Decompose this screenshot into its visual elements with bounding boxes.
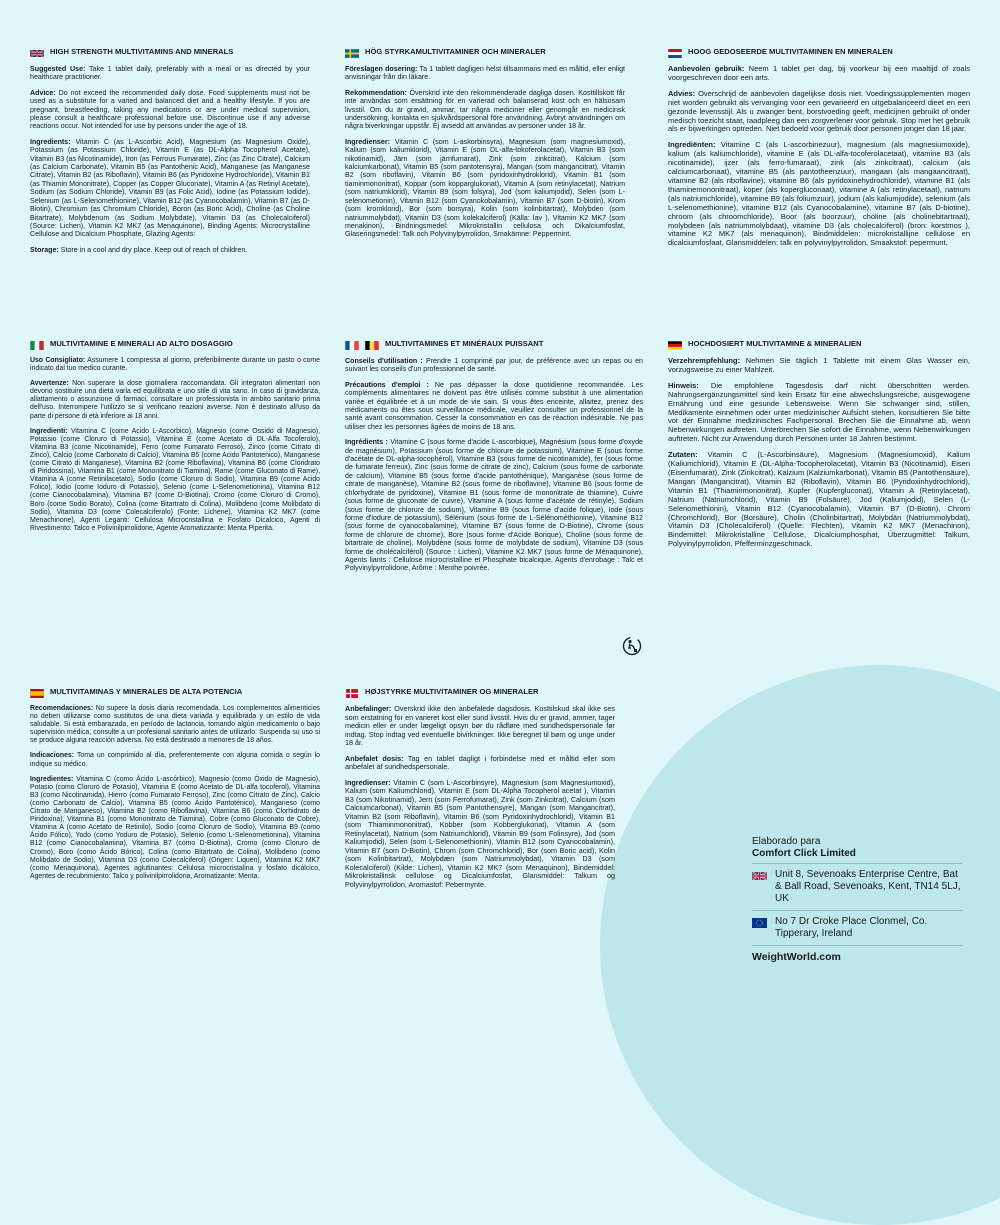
tidyman-icon: [622, 636, 642, 656]
suggested-use: Conseils d'utilisation : Prendre 1 comprimé par jour, de préférence avec un repas ou en suivant les conseils d'un professionnel de santé.: [345, 357, 644, 374]
eu-flag-icon: [752, 918, 767, 927]
uk-flag-icon: [30, 49, 44, 58]
made-for-label: Elaborado para: [752, 836, 821, 847]
section-swedish: [345, 48, 625, 246]
directions: Indicaciones: Toma un comprimido al día, preferentemente con alguna comida o según lo indique su médico.: [30, 752, 320, 768]
italy-flag-icon: [30, 341, 44, 350]
section-danish: [345, 688, 615, 896]
recommended-dose: Anbefalet dosis: Tag en tablet dagligt i forbindelse med et måltid eller som anbefalet af sundhedspersonale.: [345, 753, 615, 771]
sweden-flag-icon: [345, 49, 359, 58]
suggested-use: Verzehrempfehlung: Nehmen Sie täglich 1 Tablette mit einem Glas Wasser ein, vorzugsweise zu einer Mahlzeit.: [668, 356, 970, 374]
spain-flag-icon: [30, 689, 44, 698]
belgium-flag-icon: [365, 341, 379, 350]
section-title: HIGH STRENGTH MULTIVITAMINS AND MINERALS: [50, 47, 234, 56]
france-flag-icon: [345, 341, 359, 350]
section-title: MULTIVITAMINAS Y MINERALES DE ALTA POTENCIA: [50, 687, 243, 696]
uk-address: Unit 8, Sevenoaks Enterprise Centre, Bat & Ball Road, Sevenoaks, Kent, TN14 5LJ, UK: [775, 869, 961, 904]
suggested-use: Föreslagen dosering: Ta 1 tablett dagligen helst tillsammans med en måltid, eller enligt anvisningar från din läkare.: [345, 65, 625, 82]
germany-flag-icon: [668, 341, 682, 350]
section-dutch: [668, 48, 970, 255]
storage: Storage: Store in a cool and dry place. Keep out of reach of children.: [30, 245, 248, 254]
advice: Précautions d'emploi : Ne pas dépasser la dose quotidienne recommandée. Les compléments alimentaires ne doivent pas être utilisés comme substitut à une alimentation variée et équilibrée et à un mode de vie sain. Si vous êtes enceinte, allaitez, prenez des médicaments ou êtes sous surveillance médicale, veuillez consulter un professionnel de la santé avant consommation. Cesser la consommation en cas de réaction indésirable. Ne pas utiliser chez les personnes âgées de moins de 18 ans.: [345, 380, 643, 431]
section-title: MULTIVITAMINES ET MINÉRAUX PUISSANT: [385, 339, 544, 348]
ingredients: Ingrédients : Vitamine C (sous forme d'acide L-ascorbique), Magnésium (sous forme d'oxyde de magnésium), Potassium (sous forme de chlorure de potassium), Vitamine E (sous forme d'acétate de DL-alpha-tocophérol), Vitamine B3 (sous forme de nicotinamide), fer (sous forme de fumarate ferreux), Zinc (sous forme de citrate de zinc), Calcium (sous forme de carbonate de calcium), Vitamine B5 (sous forme d'acide pantothénique), Manganèse (sous forme de citrate de manganèse), Vitamine B2 (sous forme de riboflavine), Vitamine B6 (sous forme de chlorhydrate de pyridoxine), Vitamine B1 (sous forme de mononitrate de thiamine), Cuivre (sous forme de gluconate de cuivre), Vitamine A (sous forme d'acétate de rétinyle), Sodium (sous forme de chlorure de sodium), Vitamine B9 (sous forme d'acide folique), Iode (sous forme d'iodure de potassium), Sélénium (sous forme de L-Sélénométhionine), Vitamine B12 (sous forme de cyanocobalamine), Vitamine B7 (sous forme de D-Biotine), Chrome (sous forme de chlorure de chrome), Bore (sous forme d'Acide Borique), Choline (sous forme de bitartrate de choline), Molybdène (sous forme de molybdate de sodium), Vitamine D3 (sous forme de cholécalciférol) (Source : Lichen), Vitamine K2 MK7 (sous forme de Ménaquinone), Agents liants : Cellulose microcristalline et Phosphate bicalcique, Agents d'enrobage : Talc et Polyvinylpyrrolidone, Arôme : Menthe poivrée.: [345, 438, 643, 573]
section-title: HØJSTYRKE MULTIVITAMINER OG MINERALER: [365, 687, 539, 696]
denmark-flag-icon: [345, 689, 359, 698]
section-title: HOOG GEDOSEERDE MULTIVITAMINEN EN MINERALEN: [688, 47, 893, 56]
advice: Avvertenze: Non superare la dose giornaliera raccomandata. Gli integratori alimentari non devono sostituire una dieta varia ed equilibrata e uno stile di vita sano. In caso di gravidanza, allattamento o assunzione di farmaci, consultare un professionista in ambito sanitario prima dell'uso. Interrompere l'utilizzo se si verificano reazioni avverse. Non è destinato all'uso da parte di persone di età inferiore ai 18 anni.: [30, 380, 320, 420]
section-french: [345, 340, 643, 580]
advice: Advice: Do not exceed the recommended daily dose. Food supplements must not be used as a substitute for a varied and balanced diet and a healthy lifestyle. If you are pregnant, breastfeeding, taking any medications or are under medical supervision, please consult a healthcare professional before use. Discontinue use if any adverse reactions occur. Not intended for use by persons under the age of 18.: [30, 88, 310, 131]
uk-address-row: [752, 864, 962, 911]
ie-address-row: [752, 911, 962, 946]
ingredients: Ingredientes: Vitamina C (como Ácido L-ascórbico), Magnesio (como Óxido de Magnesio), Potasio (como Cloruro de Potasio), Vitamina E (como Acetato de DL-alfa tocoferol), Vitamina B3 (como Nicotinamida), Hierro (como Fumarato Ferroso), Zinc (como Citrato de Zinc), Calcio (como Carbonato de Calcio), Vitamina B5 (como Ácido Pantoténico), Manganeso (como Citrato de Manganeso), Vitamina B2 (como Riboflavina), Vitamina B6 (como Clorhidrato de Piridoxina), Vitamina B1 (como Mononitrato de Tiamina), Cobre (como Gluconato de Cobre), Vitamina A (como Acetato de Retinilo), Sodio (como Cloruro de Sodio), Vitamina B9 (como Ácido Fólico), Yodo (como Yoduro de Potasio), Selenio (como L-Selenometionina), Vitamina B12 (como Cianocobalamina), Vitamina B7 (como D-Biotina), Cromo (como Cloruro de Cromo), Boro (como Ácido Bórico), Colina (como Bitartrato de Colina), Molibdeno (como Molibdato de Sodio), Vitamina D3 (como Colecalciferol) (Origen: Liquen), Vitamina K2 MK7 (como Menaquinona), Agentes aglutinantes: Celulosa microcristalina y fosfato dicálcico, Agentes de recubrimiento: Talco y polivinilpirrolidona, Aromatizante: Menta.: [30, 775, 320, 880]
ingredients: Ingredienser: Vitamin C (som L-Ascorbinsyre), Magnesium (som Magnesiumoxid), Kalium (som Kaliumchlorid), Vitamin E (som DL-Alpha Tocopherol acetat ), Vitamin B3 (som Nikotinamid), Jern (som Ferrofumarat), Zink (som Zinkcitrat), Calcium (som Calciumcarbonat), Vitamin B5 (som Pantothensyre), Mangan (som Mangancitrat), Vitamin B2 (som Riboflavin), Vitamin B6 (som Pyridoxinhydrochlorid), Vitamin B1 (som Thiaminmononitrat), Kobber (som Kobberglukonat), Vitamin A (som Retinylacetat), Natrium (som Natriumchlorid), Vitamin B9 (som Folinsyre), Jod (som Kaliumjodid), Selen (som L-Selenomethionin), Vitamin B12 (som Cyanocobalamin), Vitamin B7 (som D-Biotin), Chrom (som Chromchlorid), Bor (som Boric acid), Kolin (som Kolinbitartrat), Molybdæn (som Natriummolybdat), Vitamin D3 (som Kolecalciferol) (Kilde: Lichen), Vitamin K2 MK7 (som Menaquinon), Bindemiddel: Mikrokristallinsk cellulose og Dicalciumfosfat, Glansmiddel: Talkum og Polyvinylpyrrolidon, Aromastof: Pebermynte.: [345, 777, 615, 889]
suggested-use: Aanbevolen gebruik: Neem 1 tablet per dag, bij voorkeur bij een maaltijd of zoals voorgeschreven door een arts.: [668, 64, 970, 82]
section-title: HOCHDOSIERT MULTIVITAMINE & MINERALIEN: [688, 339, 862, 348]
section-title: HÖG STYRKAMULTIVITAMINER OCH MINERALER: [365, 47, 546, 56]
ie-address: No 7 Dr Croke Place Clonmel, Co. Tipperary, Ireland: [775, 916, 928, 939]
uk-flag-icon: [752, 871, 767, 880]
advice: Advies: Overschrijd de aanbevolen dagelijkse dosis niet. Voedingssupplementen mogen niet worden gebruikt als vervanging voor een gevarieerd en uitgebalanceerd dieet en een gezonde levensstijl. Als u zwanger bent, borstvoeding geeft, medicijnen gebruikt of onder medisch toezicht staat, raadpleeg dan een zorgverlener voor gebruik. Stop met het gebruik als er bijwerkingen optreden. Niet bedoeld voor gebruik door personen jonger dan 18 jaar.: [668, 88, 970, 134]
company-name: Comfort Click Limited: [752, 848, 856, 859]
advice: Rekommendation: Överskrid inte den rekommenderade dagliga dosen. Kosttillskott får inte användas som ersättning för en varierad och balanserad kost och en hälsosam livsstil. Om du är gravid, ammar, tar några mediciner eller genomgår en medicinsk undersökning, kontakta en sjukvårdspersonal före användning. Avbryt användningen om några biverkningar uppstår. Ej avsedd att användas av personer under 18 år.: [345, 88, 625, 131]
suggested-use: Uso Consigliato: Assumere 1 compressa al giorno, preferibilmente durante un pasto o come indicato dal tuo medico curante.: [30, 357, 320, 373]
manufacturer-heading: [752, 836, 962, 864]
section-german: [668, 340, 970, 556]
suggested-use: Suggested Use: Take 1 tablet daily, preferably with a meal or as directed by your healthcare practitioner.: [30, 65, 311, 82]
netherlands-flag-icon: [668, 49, 682, 58]
section-spanish: [30, 688, 320, 888]
ingredients: Ingrediënten: Vitamine C (als L-ascorbinezuur), magnesium (als magnesiumoxide), kalium (als kaliumchloride), vitamine E (als DL-alfa-tocoferolacetaat), vitamine B3 (als nicotinamide), ijzer (als ferro-fumaraat), zink (als zinkcitraat), calcium (als calciumcarbonaat), vitamine B5 (als pantotheenzuur), mangaan (als mangaancitraat), vitamine B2 (als riboflavine), vitamine B6 (als pyridoxinehydrochloride), vitamine B1 (als thiaminemononitraat), koper (als kopergluconaat), vitamine A (als retinylacetaat), natrium (als natriumchloride), vitamine B9 (als foliumzuur), jodium (als kaliumjodide), selenium (als L-selenomethionine), vitamine B12 (als Cyanocobalamine), vitamine B7 (als D-biotine), chroom (als chroomchloride), Boor (als boorzuur), choline (als cholinebitartraat), molybdeen (als natriummolybdaat), vitamine D3 (als cholecalciferol) (bron: korstmos ), vitamine K2 MK7 (als menaquinon), Bindmiddelen: microkristallijne cellulose en dicalciumfosfaat, Glansmiddelen: talk en polyvinylpyrrolidon, Smaakstof: pepermunt.: [668, 140, 970, 248]
recommendations: Recomendaciones: No supere la dosis diaria recomendada. Los complementos alimenticios no deben utilizarse como sustitutos de una dieta variada y equilibrada y un estilo de vida saludable. Si está embarazada, en período de lactancia, tomando algún medicamento o bajo supervisión médica, consulte a un profesional sanitario antes de utilizarlo. Suspenda su uso si se produce alguna reacción adversa. No está destinado a menores de 18 años.: [30, 705, 320, 745]
ingredients: Ingredients: Vitamin C (as L-Ascorbic Acid), Magnesium (as Magnesium Oxide), Potassium (as Potassium Chloride), Vitamin E (as DL-Alpha Tocopherol Acetate), Vitamin B3 (as Nicotinamide), Iron (as Ferrous Fumarate), Zinc (as Zinc Citrate), Calcium (as Calcium Carbonate), Vitamin B5 (as Pantothenic Acid), Manganese (as Manganese Citrate), Vitamin B2 (as Riboflavin), Vitamin B6 (as Pyridoxine Hydrochloride), Vitamin B1 (as Thiamin Mononitrate), Copper (as Copper Gluconate), Vitamin A (as Retinyl Acetate), Sodium (as Sodium Chloride), Vitamin B9 (as Folic Acid), Iodine (as Potassium Iodide), Selenium (as L-Selenomethionine), Vitamin B12 (as Cyanocobalamin), Vitamin B7 (as D-Biotin), Chromium (as Chromium Chloride), Boron (as Boric Acid), Choline (as Choline Bitartrate), Molybdenum (as Sodium Molybdate), Vitamin D3 (as Cholecalciferol) (Source: Lichen), Vitamin K2 MK7 (as Menaquinone), Binding Agents: Microcrystalline Cellulose and Dicalcium Phosphate, Glazing Agents:: [30, 137, 310, 239]
section-title: MULTIVITAMINE E MINERALI AD ALTO DOSAGGIO: [50, 339, 233, 348]
section-italian: [30, 340, 320, 540]
ingredients: Zutaten: Vitamin C (L-Ascorbinsäure), Magnesium (Magnesiumoxid), Kalium (Kaliumchlorid), Vitamin E (DL-Alpha-Tocopherolacetat), Vitamin B3 (Nicotinamid), Eisen (Eisenfumarat), Zink (Zinkcitrat), Kalzium (Kalziumkarbonat), Vitamin B5 (Pantothensäure), Mangan (Mangancitrat), Vitamin B2 (Riboflavin), Vitamin B6 (Pyridoxinhydrochlorid), Vitamin B1 (Thiaminmononitrat), Kupfer (Kupfergluconat), Vitamin A (Retinylacetat), Natrium (Natriumchlorid), Vitamin B9 (Folsäure), Jod (Kaliumjodid), Selen (L-Selenomethionin), Vitamin B12 (Cyanocobalamin), Vitamin B7 (D-Biotin), Chrom (Chromchlorid), Bor (Borsäure), Cholin (Cholinbitartrat), Molybdän (Natriummolybdat), Vitamin D3 (Cholecalciferol) (Quelle: Flechten), Vitamin K2 MK7 (Menachinon), Bindemittel: Mikrokristalline Cellulose, Dicalciumphosphat, Überzugmittel: Talkum, Polyvinylpyrrolidon, Pfefferminzgeschmack.: [668, 450, 970, 549]
recommendations: Anbefalinger: Overskrid ikke den anbefalede dagsdosis. Kosttilskud skal ikke ses som erstatning for en varieret kost eller sund livsstil. Hvis du er gravid, ammer, tager medicin eller er under lægeligt opsyn bør du rådføre med sundhedspersonale før indtag. Stop indtag ved eventuelle bivirkninger. Ikke beregnet til børn og unge under 18 år.: [345, 704, 615, 747]
advice: Hinweis: Die empfohlene Tagesdosis darf nicht überschritten werden. Nahrungsergänzungsmittel sind kein Ersatz für eine abwechslungsreiche, ausgewogene Ernährung und eine gesunde Lebensweise. Wenn Sie schwanger sind, stillen, Medikamente einnehmen oder unter medizinischer Aufsicht stehen, konsultieren Sie bitte vor der Einnahme medizinisches Fachpersonal. Brechen Sie die Einnahme ab, wenn Nebenwirkungen auftreten. Unterbrechen Sie sofort die Einnahme, wenn Nebenwirkungen auftreten. Nicht zur Anwendung durch Personen unter 18 Jahren bestimmt.: [668, 380, 970, 444]
ingredients: Ingredienser: Vitamin C (som L-askorbinsyra), Magnesium (som magnesiumoxid), Kalium (som kaliumklorid), Vitamin E (som DL-alfa-tokoferolacetat), Vitamin B3 (som nikotinamid), Järn (som järnfumarat), Zink (som zinkcitrat), Kalcium (som kalciumkarbonat), Vitamin B5 (som pantotensyra), Mangan (som mangancitrat), Vitamin B2 (som riboflavin), Vitamin B6 (som pyridoxinhydroklorid), Vitamin B1 (som tiaminmononitrat), Koppar (som kopparglukonat), Vitamin A (som retinylacetat), Natrium (som natriumklorid), Vitamin B9 (som folsyra), Jod (som kaliumjodid), Selen (som L-selenometionin), Vitamin B12 (som Cyanokobalamin), Vitamin B7 (som D-biotin), Krom (som kromklorid), Bor (som borsyra), Kolin (som kolinbitartrat), Molybden (som natriummolybdat), Vitamin D3 (som kolekalciferol) (Källa: lav ), Vitamin K2 MK7 (som menakinon), Bindningsmedel: Mikrokristallin cellulosa och Dikalciumfosfat, Glaseringsmedel: Talk och Polyvinylpyrrolidon, Smakämne: Peppermint.: [345, 137, 625, 239]
website-link[interactable]: WeightWorld.com: [752, 951, 841, 963]
section-english: [30, 48, 310, 261]
manufacturer-block: [752, 836, 962, 963]
ingredients: Ingredienti: Vitamina C (come Acido L-Ascorbico), Magnesio (come Ossido di Magnesio), Potassio (come Cloruro di Potassio), Vitamina E (come Acetato di DL-Alfa Tocoferolo), Vitamina B3 (come Nicotinamide), Ferro (come Fumarato Ferroso), Zinco (come Citrato di Zinco), Calcio (come Carbonato di Calcio), Vitamina B5 (come Acido Pantotenico), Manganese (come Citrato di Manganese), Vitamina B2 (come Riboflavina), Vitamina B6 (come Cloridrato di Piridossina), Vitamina B1 (come Mononitrato di Tiamina), Rame (come Gluconato di Rame), Vitamina A (come Retinilacetato), Sodio (come Cloruro di Sodio), Vitamina B9 (come Acido Folico), Iodio (come Ioduro di Potassio), Selenio (come L-Selenometionina), Vitamina B12 (come Cianocobalamina), Vitamina B7 (come D-Biotina), Cromo (come Cloruro di Cromo), Boro (come Sodio Borato), Colina (come Bitartrato di Colina), Molibdeno (come Molibdato di Sodio), Vitamina D3 (come Colecalciferolo) (Fonte: Lichene), Vitamina K2 MK7 (come Menachinone), Agenti Leganti: Cellulosa Microcristallina e Fosfato Dicalcico, Agenti di Rivestimento: Talco e Polivinilpirrolidone, Agente Aromatizzante: Menta Piperita.: [30, 427, 320, 532]
